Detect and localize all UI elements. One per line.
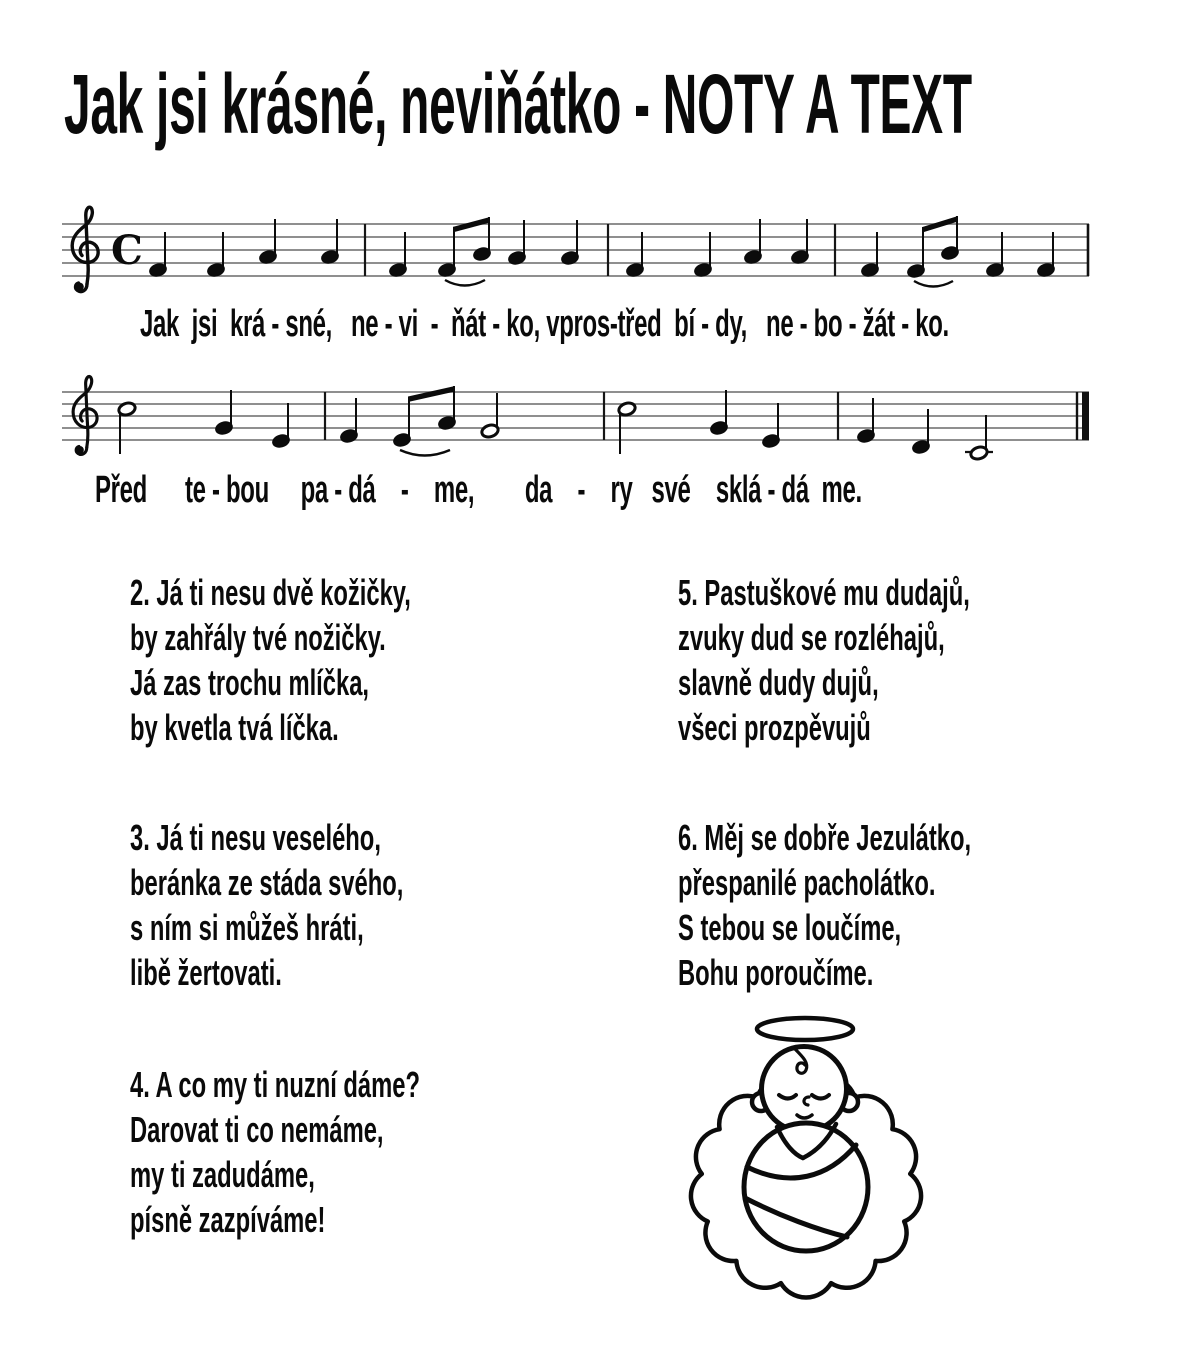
- halo-icon: [757, 1018, 853, 1040]
- verse-line: by zahřály tvé nožičky.: [130, 617, 386, 658]
- verse-line: 5. Pastuškové mu dudajů,: [678, 572, 970, 613]
- lyrics-line-2: [95, 471, 1180, 509]
- verse-6: [678, 815, 971, 995]
- verse-line: Bohu poroučíme.: [678, 952, 874, 993]
- lyrics-line-1-text: Jak jsi krá - sné, ne - vi - ňát - ko, vpros-třed bí - dy, ne - bo - žát - ko.: [140, 303, 949, 345]
- verse-5: [678, 570, 970, 750]
- lyrics-line-1: [140, 305, 1180, 343]
- verse-line: 4. A co my ti nuzní dáme?: [130, 1064, 421, 1105]
- verse-line: Já zas trochu mlíčka,: [130, 662, 370, 703]
- verse-4: [130, 1062, 420, 1242]
- verse-line: zvuky dud se rozléhajů,: [678, 617, 945, 658]
- lyrics-line-2-text: Před te - bou pa - dá - me, da - ry své sklá - dá me.: [95, 469, 862, 511]
- verse-line: všeci prozpěvujů: [678, 707, 871, 748]
- page-title-text: Jak jsi krásné, neviňátko - NOTY A TEXT: [64, 57, 972, 151]
- verse-line: přespanilé pacholátko.: [678, 862, 936, 903]
- verse-line: 6. Měj se dobře Jezulátko,: [678, 817, 972, 858]
- svg-text:C: C: [111, 227, 143, 274]
- swaddle-blanket: [744, 1123, 868, 1251]
- verse-line: libě žertovati.: [130, 952, 282, 993]
- verse-2: [130, 570, 411, 750]
- baby-jesus-illustration: [640, 1000, 980, 1360]
- verse-line: 3. Já ti nesu veselého,: [130, 817, 381, 858]
- verse-line: Darovat ti co nemáme,: [130, 1109, 384, 1150]
- verse-line: my ti zadudáme,: [130, 1154, 315, 1195]
- verse-line: 2. Já ti nesu dvě kožičky,: [130, 572, 411, 613]
- verse-line: písně zazpíváme!: [130, 1199, 326, 1240]
- verse-line: s ním si můžeš hráti,: [130, 907, 364, 948]
- verse-line: beránka ze stáda svého,: [130, 862, 404, 903]
- verse-line: by kvetla tvá líčka.: [130, 707, 339, 748]
- verse-line: S tebou se loučíme,: [678, 907, 902, 948]
- verse-line: slavně dudy dujů,: [678, 662, 879, 703]
- verse-3: [130, 815, 403, 995]
